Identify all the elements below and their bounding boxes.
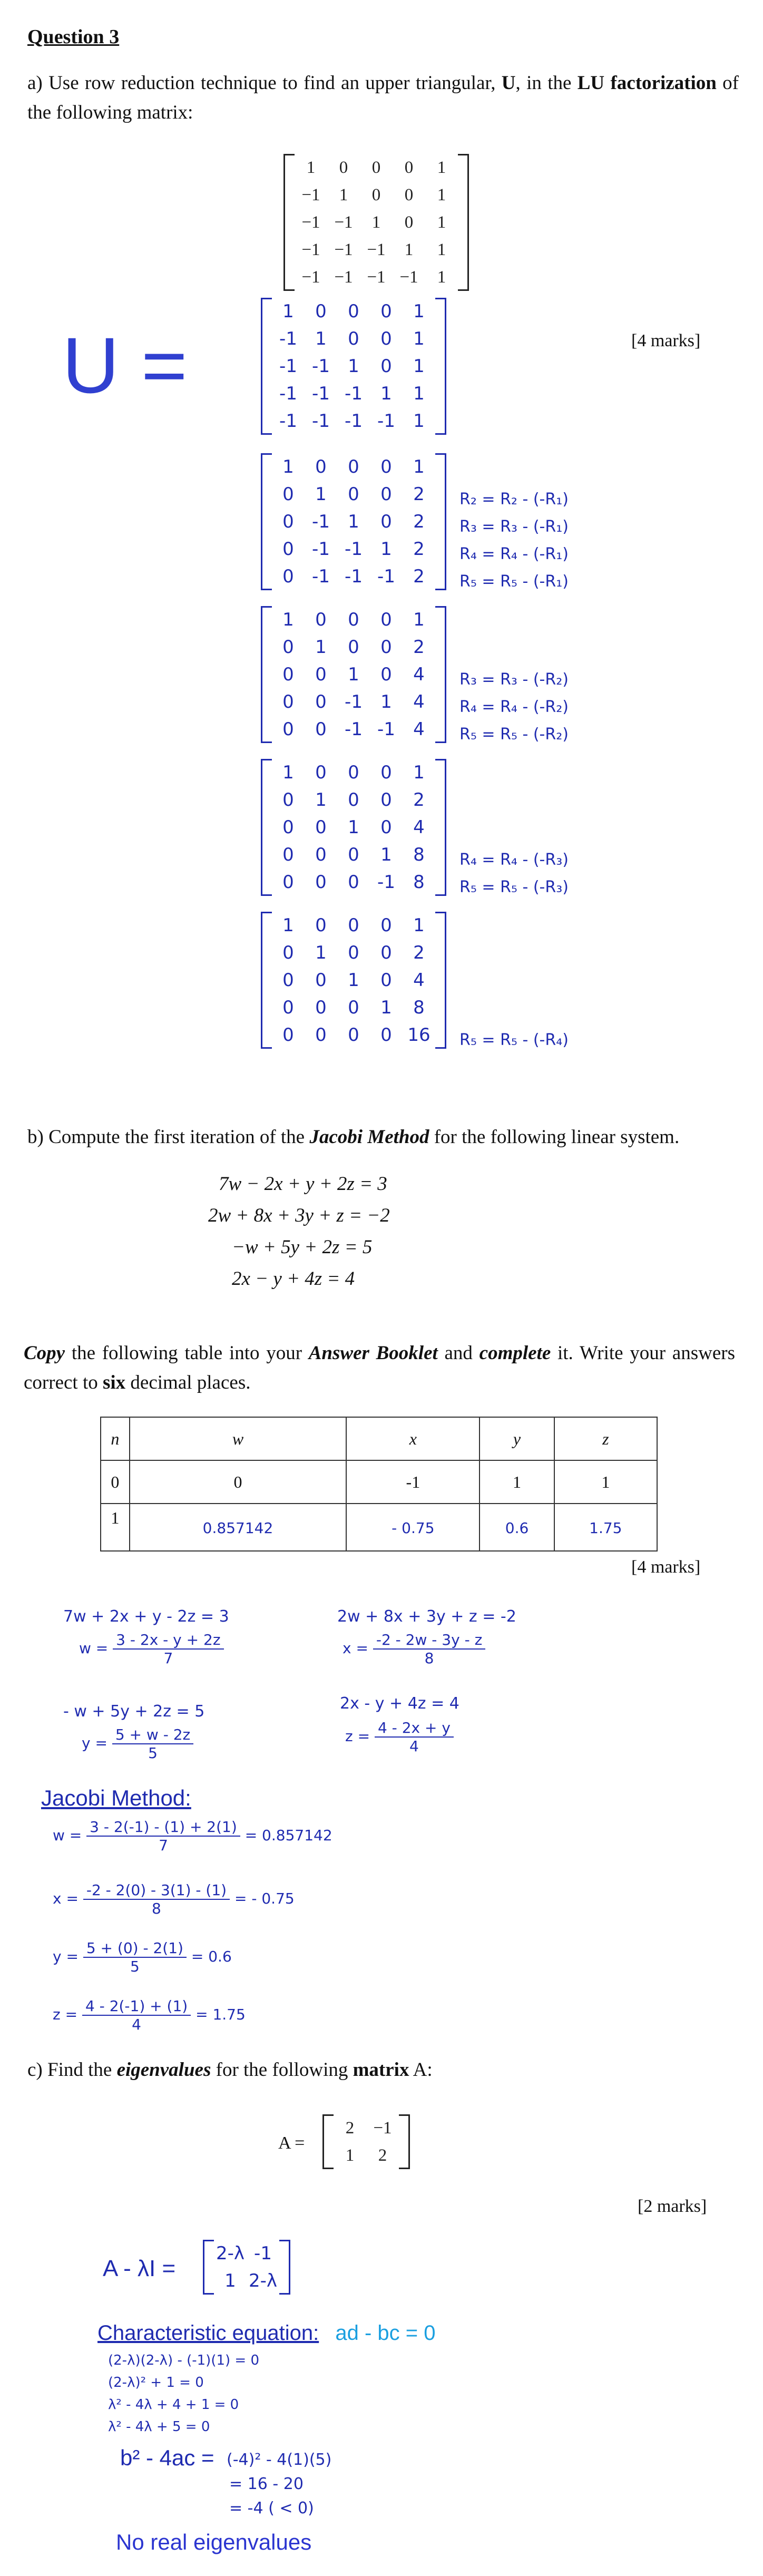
matrix-row [214, 2267, 279, 2295]
row-operation: R₃ = R₃ - (-R₁) [459, 518, 569, 536]
matrix-cell: 0 [348, 456, 359, 477]
matrix-row [295, 181, 458, 209]
matrix-cell: 1 [413, 383, 425, 404]
matrix-cell: 2 [413, 539, 425, 560]
matrix-cell: 0 [348, 301, 359, 322]
matrix-cell: 0 [348, 844, 359, 865]
matrix-cell: 0 [315, 817, 327, 838]
row-operations [459, 1027, 569, 1054]
matrix-cell: -1 [254, 2243, 272, 2264]
matrix-cell: 1 [437, 212, 446, 232]
part-c-matrix [322, 2114, 410, 2169]
matrix-cell: 0 [282, 789, 294, 811]
matrix-cell: 0 [315, 997, 327, 1018]
disc-step: = -4 ( < 0) [229, 2499, 314, 2518]
matrix-cell: 0 [380, 511, 392, 532]
matrix-cell: 2-λ [216, 2243, 245, 2264]
step-matrix [261, 606, 446, 743]
matrix-cell: 4 [413, 691, 425, 713]
matrix-cell: 0 [348, 942, 359, 963]
matrix-cell: 0 [315, 844, 327, 865]
matrix-cell: 0 [348, 328, 359, 349]
matrix-cell: 0 [315, 872, 327, 893]
matrix-cell: 0 [315, 691, 327, 713]
matrix-cell: 1 [413, 456, 425, 477]
matrix-cell: −1 [399, 267, 418, 287]
matrix-cell: 2 [345, 2118, 355, 2138]
matrix-cell: −1 [367, 267, 386, 287]
table-cell: 1 [101, 1504, 130, 1551]
matrix-cell: -1 [377, 719, 395, 740]
matrix-cell: 1 [348, 664, 359, 685]
table-cell: 1 [480, 1460, 554, 1504]
matrix-cell: 0 [282, 872, 294, 893]
matrix-cell: 1 [282, 301, 294, 322]
matrix-cell: 0 [348, 997, 359, 1018]
table-header: x [346, 1417, 480, 1460]
conclusion: No real eigenvalues [116, 2530, 312, 2554]
matrix-row [272, 353, 435, 380]
matrix-cell: -1 [345, 383, 363, 404]
step-matrix [261, 912, 446, 1049]
part-b-prompt: b) Compute the first iteration of the Jacobi Method for the following linear system. [27, 1126, 680, 1148]
matrix-row [272, 380, 435, 407]
matrix-row [272, 563, 435, 590]
matrix-cell: 0 [380, 942, 392, 963]
matrix-cell: 2 [413, 942, 425, 963]
row-operations [459, 486, 569, 596]
matrix-cell: 0 [380, 915, 392, 936]
matrix-cell: 0 [348, 1024, 359, 1046]
table-row [101, 1504, 657, 1551]
matrix-row [272, 814, 435, 841]
matrix-row [272, 535, 435, 563]
part-c-prompt: c) Find the eigenvalues for the following matrix A: [27, 2059, 433, 2081]
matrix-row [295, 209, 458, 236]
matrix-row [272, 633, 435, 661]
rearranged-eq-4: 2x - y + 4z = 4 [340, 1694, 459, 1713]
matrix-cell: 1 [437, 185, 446, 204]
matrix-cell: 8 [413, 997, 425, 1018]
system-eq-4: 2x − y + 4z = 4 [232, 1268, 355, 1290]
matrix-row [295, 154, 458, 181]
matrix-cell: 0 [348, 789, 359, 811]
row-operation: R₅ = R₅ - (-R₁) [459, 572, 569, 591]
matrix-cell: 1 [437, 158, 446, 177]
matrix-cell: 0 [282, 691, 294, 713]
matrix-cell: 2 [413, 789, 425, 811]
matrix-cell: −1 [334, 267, 353, 287]
matrix-cell: 0 [380, 637, 392, 658]
matrix-cell: 0 [315, 301, 327, 322]
matrix-cell: -1 [377, 872, 395, 893]
matrix-cell: −1 [373, 2118, 392, 2138]
matrix-cell: 1 [380, 383, 392, 404]
matrix-cell: 0 [404, 158, 414, 177]
rearranged-eq-1: 7w + 2x + y - 2z = 3 [63, 1607, 229, 1626]
table-header: z [554, 1417, 657, 1460]
matrix-cell: -1 [345, 566, 363, 587]
matrix-cell: −1 [301, 212, 320, 232]
matrix-cell: 2 [413, 637, 425, 658]
matrix-cell: 0 [315, 1024, 327, 1046]
z-expression: z = $\frac{4 - 2x + y}{4}$ [345, 1719, 454, 1755]
linear-system [208, 1173, 390, 1299]
matrix-cell: -1 [312, 383, 330, 404]
matrix-cell: 0 [380, 356, 392, 377]
matrix-cell: 0 [380, 609, 392, 630]
matrix-cell: 8 [413, 872, 425, 893]
char-title: Characteristic equation: ad - bc = 0 [97, 2321, 436, 2345]
matrix-cell: 1 [437, 240, 446, 259]
matrix-cell: 0 [315, 970, 327, 991]
jacobi-title: Jacobi Method: [41, 1785, 191, 1810]
matrix-row [272, 716, 435, 743]
lambda-matrix [203, 2240, 290, 2295]
matrix-cell: -1 [377, 411, 395, 432]
step-matrix [261, 298, 446, 435]
matrix-cell: 1 [413, 609, 425, 630]
matrix-row [272, 869, 435, 896]
y-calculation: y = $\frac{5 + (0) - 2(1)}{5}$ = 0.6 [53, 1939, 232, 1975]
rearranged-eq-3: - w + 5y + 2z = 5 [63, 1702, 205, 1721]
char-step: λ² - 4λ + 5 = 0 [108, 2419, 210, 2435]
matrix-cell: 0 [282, 817, 294, 838]
matrix-row [295, 236, 458, 264]
matrix-cell: -1 [312, 411, 330, 432]
matrix-cell: 0 [348, 637, 359, 658]
discriminant-label: b² - 4ac = [120, 2445, 214, 2470]
row-operation: R₅ = R₅ - (-R₄) [459, 1031, 569, 1049]
matrix-cell: 0 [282, 539, 294, 560]
matrix-cell: 0 [315, 664, 327, 685]
matrix-cell: −1 [301, 240, 320, 259]
matrix-row [272, 939, 435, 967]
matrix-cell: -1 [279, 383, 297, 404]
table-header: y [480, 1417, 554, 1460]
matrix-cell: 0 [282, 637, 294, 658]
jacobi-table [100, 1417, 658, 1552]
matrix-cell: 1 [315, 942, 327, 963]
matrix-cell: 0 [380, 301, 392, 322]
part-b-instructions: Copy the following table into your Answer Booklet and complete it. Write your answers correct to six decimal places. [24, 1342, 735, 1393]
matrix-cell: 0 [380, 328, 392, 349]
matrix-cell: 1 [380, 997, 392, 1018]
matrix-row [272, 407, 435, 435]
table-cell: 1 [554, 1460, 657, 1504]
system-eq-3: −w + 5y + 2z = 5 [232, 1236, 373, 1258]
matrix-cell: 0 [339, 158, 348, 177]
matrix-cell: 1 [413, 301, 425, 322]
matrix-cell: 0 [282, 566, 294, 587]
matrix-cell: 1 [348, 356, 359, 377]
matrix-cell: 1 [315, 637, 327, 658]
matrix-row [272, 606, 435, 633]
matrix-cell: 0 [282, 942, 294, 963]
matrix-cell: 0 [380, 970, 392, 991]
matrix-row [334, 2142, 399, 2169]
x-expression: x = $\frac{-2 - 2w - 3y - z}{8}$ [343, 1631, 485, 1667]
table-cell: 1.75 [554, 1504, 657, 1551]
part-a-marks: [4 marks] [631, 331, 701, 350]
rearranged-eq-2: 2w + 8x + 3y + z = -2 [337, 1607, 516, 1626]
matrix-cell: 1 [413, 762, 425, 783]
char-step: (2-λ)(2-λ) - (-1)(1) = 0 [108, 2353, 260, 2368]
matrix-cell: -1 [312, 566, 330, 587]
matrix-cell: 1 [348, 511, 359, 532]
matrix-cell: −1 [334, 212, 353, 232]
matrix-cell: 0 [348, 872, 359, 893]
matrix-cell: 1 [413, 411, 425, 432]
matrix-cell: 0 [380, 789, 392, 811]
matrix-cell: 0 [282, 484, 294, 505]
matrix-cell: 0 [315, 762, 327, 783]
matrix-row [272, 1021, 435, 1049]
disc-step: = 16 - 20 [229, 2475, 304, 2493]
table-header-row [101, 1417, 657, 1460]
matrix-cell: 1 [345, 2145, 355, 2165]
w-calculation: w = $\frac{3 - 2(-1) - (1) + 2(1)}{7}$ = 0.857142 [53, 1818, 332, 1854]
matrix-cell: 4 [413, 664, 425, 685]
system-eq-1: 7w − 2x + y + 2z = 3 [219, 1173, 387, 1195]
matrix-cell: 2 [413, 566, 425, 587]
x-calculation: x = $\frac{-2 - 2(0) - 3(1) - (1)}{8}$ = - 0.75 [53, 1881, 295, 1917]
matrix-row [272, 786, 435, 814]
table-header: n [101, 1417, 130, 1460]
matrix-cell: 1 [224, 2270, 236, 2291]
table-cell: - 0.75 [346, 1504, 480, 1551]
matrix-cell: 0 [315, 915, 327, 936]
matrix-row [272, 841, 435, 869]
matrix-row [272, 688, 435, 716]
row-operation: R₄ = R₄ - (-R₂) [459, 698, 569, 716]
matrix-row [272, 912, 435, 939]
matrix-cell: 0 [380, 484, 392, 505]
char-step: λ² - 4λ + 4 + 1 = 0 [108, 2397, 239, 2413]
matrix-cell: 8 [413, 844, 425, 865]
table-cell: 0 [101, 1460, 130, 1504]
matrix-cell: 0 [315, 719, 327, 740]
matrix-cell: -1 [345, 411, 363, 432]
matrix-cell: 0 [404, 185, 414, 204]
part-c-marks: [2 marks] [638, 2197, 707, 2216]
row-operation: R₅ = R₅ - (-R₃) [459, 878, 569, 896]
table-cell: 0.6 [480, 1504, 554, 1551]
matrix-cell: 1 [371, 212, 381, 232]
matrix-cell: −1 [367, 240, 386, 259]
matrix-cell: 0 [371, 158, 381, 177]
matrix-cell: 1 [380, 539, 392, 560]
matrix-cell: 4 [413, 970, 425, 991]
matrix-cell: 0 [282, 719, 294, 740]
a-label: A = [278, 2133, 305, 2153]
matrix-cell: 4 [413, 817, 425, 838]
w-expression: w = $\frac{3 - 2x - y + 2z}{7}$ [79, 1631, 224, 1667]
matrix-row [295, 264, 458, 291]
matrix-cell: 1 [315, 789, 327, 811]
matrix-cell: 4 [413, 719, 425, 740]
table-row [101, 1460, 657, 1504]
table-header: w [130, 1417, 347, 1460]
step-matrix [261, 759, 446, 896]
matrix-cell: -1 [312, 539, 330, 560]
matrix-cell: -1 [377, 566, 395, 587]
u-label: U = [62, 321, 188, 409]
matrix-cell: 0 [380, 817, 392, 838]
row-operation: R₂ = R₂ - (-R₁) [459, 490, 569, 509]
matrix-row [272, 967, 435, 994]
row-operation: R₄ = R₄ - (-R₁) [459, 545, 569, 563]
matrix-cell: 1 [404, 240, 414, 259]
matrix-row [272, 325, 435, 353]
matrix-cell: 0 [282, 664, 294, 685]
matrix-cell: 0 [404, 212, 414, 232]
question-title: Question 3 [27, 26, 120, 48]
matrix-cell: 0 [282, 1024, 294, 1046]
step-matrix [261, 453, 446, 590]
system-eq-2: 2w + 8x + 3y + z = −2 [208, 1205, 390, 1226]
matrix-cell: 0 [348, 915, 359, 936]
matrix-cell: 0 [282, 511, 294, 532]
matrix-cell: −1 [301, 267, 320, 287]
y-expression: y = $\frac{5 + w - 2z}{5}$ [82, 1726, 193, 1762]
matrix-cell: 1 [306, 158, 316, 177]
table-cell: 0 [130, 1460, 347, 1504]
row-operation: R₄ = R₄ - (-R₃) [459, 851, 569, 869]
matrix-cell: 1 [282, 915, 294, 936]
discriminant-steps [227, 2448, 331, 2521]
matrix-cell: 1 [282, 762, 294, 783]
row-operation: R₅ = R₅ - (-R₂) [459, 725, 569, 744]
matrix-cell: −1 [334, 240, 353, 259]
table-cell: 0.857142 [130, 1504, 347, 1551]
row-operation: R₃ = R₃ - (-R₂) [459, 670, 569, 689]
z-calculation: z = $\frac{4 - 2(-1) + (1)}{4}$ = 1.75 [53, 1997, 246, 2033]
matrix-cell: 1 [282, 609, 294, 630]
part-a-matrix [283, 154, 469, 291]
matrix-row [272, 759, 435, 786]
matrix-cell: 1 [339, 185, 348, 204]
matrix-cell: 2-λ [248, 2270, 278, 2291]
matrix-row [334, 2114, 399, 2142]
matrix-row [272, 298, 435, 325]
matrix-cell: -1 [312, 356, 330, 377]
matrix-cell: 1 [413, 915, 425, 936]
matrix-cell: 1 [437, 267, 446, 287]
matrix-cell: 1 [348, 970, 359, 991]
char-step: (2-λ)² + 1 = 0 [108, 2375, 204, 2390]
row-operations [459, 666, 569, 748]
table-cell: -1 [346, 1460, 480, 1504]
matrix-cell: -1 [279, 328, 297, 349]
matrix-cell: -1 [279, 356, 297, 377]
matrix-cell: 2 [413, 484, 425, 505]
matrix-cell: 1 [315, 484, 327, 505]
matrix-row [214, 2240, 279, 2267]
matrix-cell: 1 [380, 844, 392, 865]
matrix-cell: 0 [380, 1024, 392, 1046]
matrix-cell: 1 [413, 356, 425, 377]
matrix-row [272, 661, 435, 688]
matrix-cell: 1 [282, 456, 294, 477]
matrix-cell: 0 [348, 609, 359, 630]
matrix-cell: 0 [315, 609, 327, 630]
matrix-cell: 1 [413, 328, 425, 349]
matrix-cell: 0 [348, 484, 359, 505]
matrix-cell: 0 [371, 185, 381, 204]
matrix-cell: 0 [315, 456, 327, 477]
matrix-row [272, 453, 435, 481]
disc-step: (-4)² - 4(1)(5) [227, 2451, 332, 2469]
matrix-cell: 1 [380, 691, 392, 713]
part-a-prompt: a) Use row reduction technique to find an upper triangular, U, in the LU factorization of the following matrix: [27, 72, 739, 123]
matrix-row [272, 508, 435, 535]
matrix-row [272, 481, 435, 508]
matrix-cell: 0 [282, 970, 294, 991]
matrix-cell: -1 [279, 411, 297, 432]
lambda-label: A - λI = [103, 2256, 176, 2281]
matrix-cell: 1 [315, 328, 327, 349]
matrix-cell: 2 [378, 2145, 387, 2165]
char-steps [108, 2349, 259, 2438]
matrix-cell: -1 [312, 511, 330, 532]
matrix-cell: 0 [348, 762, 359, 783]
matrix-cell: 0 [282, 844, 294, 865]
matrix-cell: -1 [345, 539, 363, 560]
matrix-row [272, 994, 435, 1021]
matrix-cell: 2 [413, 511, 425, 532]
matrix-cell: -1 [345, 691, 363, 713]
row-operations [459, 846, 569, 901]
matrix-cell: 0 [282, 997, 294, 1018]
part-b-marks: [4 marks] [631, 1557, 701, 1577]
matrix-cell: -1 [345, 719, 363, 740]
matrix-cell: 0 [380, 456, 392, 477]
matrix-cell: 1 [348, 817, 359, 838]
matrix-cell: −1 [301, 185, 320, 204]
matrix-cell: 0 [380, 664, 392, 685]
matrix-cell: 0 [380, 762, 392, 783]
matrix-cell: 16 [407, 1024, 431, 1046]
